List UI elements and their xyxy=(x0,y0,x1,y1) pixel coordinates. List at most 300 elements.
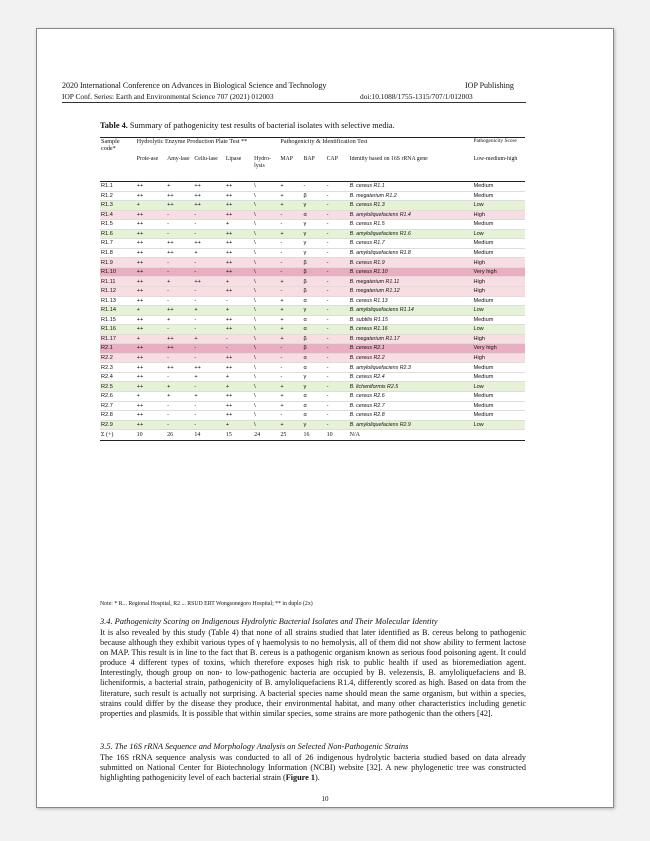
table-row xyxy=(100,401,525,411)
cell-code: R2.5 xyxy=(101,383,113,390)
cell-map: + xyxy=(280,393,284,400)
cell-map: + xyxy=(280,383,284,390)
column-header: MAP xyxy=(280,156,293,162)
cell-map: + xyxy=(280,297,284,304)
cell-cellulase: + xyxy=(194,374,198,381)
cell-cap: - xyxy=(326,421,329,428)
cell-cellulase: ++ xyxy=(194,202,201,209)
column-header: Identity based on 16S rRNA gene xyxy=(349,156,428,162)
cell-hyd: \ xyxy=(254,297,256,304)
cell-lipase: ++ xyxy=(225,402,233,409)
cell-identity: B. subtilis R1.15 xyxy=(349,316,388,323)
cell-score: Medium xyxy=(473,374,494,381)
cell-bap: α xyxy=(303,393,307,400)
cell-lipase: + xyxy=(225,383,230,390)
cell-cap: - xyxy=(326,240,329,247)
cell-hyd: \ xyxy=(254,259,256,266)
table-row xyxy=(100,220,525,230)
cell-cap: - xyxy=(326,307,329,314)
cell-lipase: ++ xyxy=(225,183,233,190)
table-row xyxy=(100,182,525,192)
cell-bap: γ xyxy=(303,307,307,314)
cell-score: Medium xyxy=(473,297,494,304)
cell-cellulase: - xyxy=(194,383,197,390)
table-row xyxy=(100,248,525,258)
cell-cap: - xyxy=(326,202,329,209)
cell-score: Medium xyxy=(473,402,494,409)
cell-protease: ++ xyxy=(136,250,144,256)
cell-identity: B. cereus R2.6 xyxy=(349,393,385,400)
cell-map: + xyxy=(280,202,284,209)
cell-cellulase: - xyxy=(194,211,197,218)
cell-map: + xyxy=(280,421,284,428)
table-row xyxy=(100,210,525,220)
cell-protease: ++ xyxy=(136,402,144,409)
cell-protease: ++ xyxy=(136,240,144,247)
page-number: 10 xyxy=(321,795,329,803)
cell-amylase: - xyxy=(167,412,169,419)
cell-cap: - xyxy=(326,393,329,400)
cell-cellulase: + xyxy=(194,250,198,256)
cell-map: - xyxy=(280,250,283,256)
cell-hyd: \ xyxy=(254,202,256,209)
pathogenicity-table xyxy=(100,137,525,441)
cell-code: R2.4 xyxy=(101,374,113,381)
cell-amylase: - xyxy=(167,269,169,276)
table-row xyxy=(100,267,525,277)
cell-identity: B. cereus R2.1 xyxy=(349,345,385,352)
header-publisher: IOP Publishing xyxy=(465,81,514,90)
cell-score: High xyxy=(473,211,485,218)
cell-protease: ++ xyxy=(136,288,144,295)
cell-code: R1.1 xyxy=(101,183,113,190)
cell-cellulase: - xyxy=(194,259,197,266)
table-row xyxy=(100,258,525,268)
cell-bap: α xyxy=(303,402,307,409)
section-3-4-heading: 3.4. Pathogenicity Scoring on Indigenous Hydrolytic Bacterial Isolates and Their Molecular Identity xyxy=(100,617,438,626)
cell-code: R2.3 xyxy=(101,364,113,371)
table-row xyxy=(100,353,525,363)
cell-protease: + xyxy=(136,202,140,209)
total-score xyxy=(472,430,525,441)
total-cap: 10 xyxy=(326,432,333,439)
cell-cellulase: - xyxy=(194,230,197,237)
cell-map: - xyxy=(280,259,283,266)
cell-cellulase: ++ xyxy=(194,278,201,285)
cell-score: Low xyxy=(473,326,484,333)
cell-cap: - xyxy=(326,183,329,190)
cell-amylase: ++ xyxy=(167,202,174,209)
cell-amylase: - xyxy=(167,211,169,218)
cell-cap: - xyxy=(326,374,329,381)
cell-code: R2.9 xyxy=(101,421,113,428)
cell-code: R2.7 xyxy=(101,402,113,409)
cell-bap: γ xyxy=(303,374,307,381)
cell-bap: β xyxy=(303,335,307,342)
cell-cap: - xyxy=(326,230,329,237)
cell-cellulase: - xyxy=(194,316,197,323)
cell-hyd: \ xyxy=(254,230,256,237)
cell-hyd: \ xyxy=(254,316,256,323)
cell-map: - xyxy=(280,364,283,371)
cell-hyd: \ xyxy=(254,307,256,314)
cell-amylase: ++ xyxy=(167,345,174,352)
cell-identity: B. licheniformis R2.5 xyxy=(349,383,399,390)
cell-lipase: ++ xyxy=(225,192,233,199)
table-row xyxy=(100,325,525,335)
cell-amylase: - xyxy=(167,402,169,409)
cell-code: R1.15 xyxy=(101,316,116,323)
cell-code: R1.11 xyxy=(101,278,116,285)
cell-lipase: ++ xyxy=(225,355,233,362)
cell-amylase: - xyxy=(167,221,169,228)
cell-bap: α xyxy=(303,297,307,304)
total-protease: 10 xyxy=(136,432,143,439)
total-lipase: 15 xyxy=(225,432,232,439)
cell-code: R1.12 xyxy=(101,288,116,295)
cell-hyd: \ xyxy=(254,364,256,371)
cell-amylase: + xyxy=(167,383,171,390)
cell-map: + xyxy=(280,307,284,314)
total-bap: 16 xyxy=(303,432,310,439)
cell-lipase: ++ xyxy=(225,230,233,237)
cell-identity: B. cereus R2.7 xyxy=(349,402,385,409)
cell-code: R1.7 xyxy=(101,240,113,247)
cell-amylase: + xyxy=(167,393,171,400)
cell-code: R1.4 xyxy=(101,211,113,218)
cell-identity: B. amyloliquefaciens R1.4 xyxy=(349,211,411,218)
cell-protease: ++ xyxy=(136,412,144,419)
table-row xyxy=(100,315,525,325)
cell-map: - xyxy=(280,240,283,247)
cell-map: + xyxy=(280,316,284,323)
cell-map: - xyxy=(280,345,283,352)
section-3-5-body: The 16S rRNA sequence analysis was conducted to all of 26 indigenous hydrolytic bacteria studied based on data already submitted on National Center for Biotechnology Information (NCBI) website [32]. A new phylogenetic tree was constructed highlighting pathogenicity level of each bacterial strain (Figure 1). xyxy=(100,753,526,783)
cell-cap: - xyxy=(326,259,329,266)
cell-score: Medium xyxy=(473,192,494,199)
cell-code: R1.9 xyxy=(101,259,113,266)
cell-amylase: - xyxy=(167,297,169,304)
cell-map: - xyxy=(280,412,283,419)
cell-code: R1.3 xyxy=(101,202,113,209)
cell-cellulase: - xyxy=(194,269,197,276)
cell-score: Medium xyxy=(473,183,494,190)
cell-protease: ++ xyxy=(136,297,144,304)
cell-hyd: \ xyxy=(254,250,256,256)
cell-hyd: \ xyxy=(254,326,256,333)
cell-code: R1.10 xyxy=(101,269,116,276)
cell-map: + xyxy=(280,278,284,285)
cell-hyd: \ xyxy=(254,221,256,228)
cell-identity: B. amyloliquefaciens R1.14 xyxy=(349,307,414,314)
header-enzyme-group: Hydrolytic Enzyme Production Plate Test ** xyxy=(136,138,248,145)
header-conference: 2020 International Conference on Advances in Biological Science and Technology xyxy=(62,81,327,90)
cell-lipase: ++ xyxy=(225,288,233,295)
cell-protease: ++ xyxy=(136,269,144,276)
cell-amylase: - xyxy=(167,421,169,428)
cell-code: R1.14 xyxy=(101,307,116,314)
cell-identity: B. amyloliquefaciens R1.8 xyxy=(349,250,411,256)
section-3-5-heading: 3.5. The 16S rRNA Sequence and Morphology Analysis on Selected Non-Pathogenic Strains xyxy=(100,742,409,751)
table-row xyxy=(100,287,525,297)
cell-map: + xyxy=(280,402,284,409)
table-row xyxy=(100,420,525,430)
cell-protease: ++ xyxy=(136,211,144,218)
cell-score: High xyxy=(473,288,485,295)
cell-score: Medium xyxy=(473,240,494,247)
cell-hyd: \ xyxy=(254,374,256,381)
cell-cellulase: - xyxy=(194,412,197,419)
cell-amylase: - xyxy=(167,355,169,362)
cell-protease: + xyxy=(136,393,140,400)
table-row xyxy=(100,392,525,402)
cell-amylase: + xyxy=(167,316,171,323)
cell-bap: γ xyxy=(303,240,307,247)
cell-protease: ++ xyxy=(136,192,144,199)
cell-hyd: \ xyxy=(254,288,256,295)
cell-protease: ++ xyxy=(136,326,144,333)
cell-bap: α xyxy=(303,326,307,333)
cell-hyd: \ xyxy=(254,393,256,400)
cell-cellulase: ++ xyxy=(194,364,201,371)
cell-protease: ++ xyxy=(136,345,144,352)
cell-identity: B. amyloliquefaciens R1.6 xyxy=(349,230,411,237)
cell-amylase: ++ xyxy=(167,240,174,247)
cell-lipase: + xyxy=(225,374,230,381)
cell-hyd: \ xyxy=(254,269,256,276)
cell-code: R1.5 xyxy=(101,221,113,228)
cell-hyd: \ xyxy=(254,278,256,285)
cell-map: - xyxy=(280,374,283,381)
cell-cap: - xyxy=(326,402,329,409)
column-header: BAP xyxy=(303,156,315,162)
cell-bap: β xyxy=(303,192,307,199)
table-row xyxy=(100,306,525,316)
cell-hyd: \ xyxy=(254,383,256,390)
cell-score: Low xyxy=(473,421,484,428)
header-series: IOP Conf. Series: Earth and Environmental Science 707 (2021) 012003 xyxy=(62,92,274,101)
cell-score: Medium xyxy=(473,250,494,256)
cell-protease: ++ xyxy=(136,316,144,323)
cell-amylase: - xyxy=(167,259,169,266)
cell-code: R1.16 xyxy=(101,326,116,333)
cell-identity: B. amyloliquefaciens R2.9 xyxy=(349,421,411,428)
cell-cap: - xyxy=(326,250,329,256)
total-hyd: 24 xyxy=(254,432,261,439)
header-pathogen-group: Pathogenicity & Identification Test xyxy=(280,138,368,145)
cell-lipase: - xyxy=(225,335,228,342)
section-3-4-body: It is also revealed by this study (Table 4) that none of all strains studied that later identified as B. cereus belong to pathogenic because although they exhibit various types of γ haemolysis to no hemolysis, all of them did not show ability to ferment lactose on MAP. This result is in line to the fact that B. cereus is a pathogenic organism known as serious food poisoning agent. It could produce 4 different types of toxins, which therefore exposes high risk to public health if used as bioremediation agent. Interestingly, though group on non- to low-pathogenic bacteria are occupied by B. velezensis, B. amyloliquefaciens and B. licheniformis, a bacterial strain, pathogenicity of B. amyloliquefaciens R1.4, differently scored as high. Based on data from the literature, such result is actually not surprising. A bacterial species name should mean the same organism, but within a species, strains could differ by the disease they produce, their environmental habitat, and many other characteristics including genetic properties and plasmids. It is possible that within similar species, some strains are more pathogenic than the others [42]. xyxy=(100,628,526,718)
column-header: Prote-ase xyxy=(136,156,159,162)
cell-score: Very high xyxy=(473,345,497,352)
cell-hyd: \ xyxy=(254,240,256,247)
cell-protease: ++ xyxy=(136,374,144,381)
cell-bap: α xyxy=(303,412,307,419)
cell-score: Medium xyxy=(473,364,494,371)
cell-cellulase: + xyxy=(194,307,198,314)
cell-cellulase: ++ xyxy=(194,192,201,199)
cell-code: R1.8 xyxy=(101,250,113,256)
total-cellulase: 14 xyxy=(194,432,201,439)
cell-hyd: \ xyxy=(254,402,256,409)
cell-score: Low xyxy=(473,307,484,314)
cell-cap: - xyxy=(326,211,329,218)
column-header: Low-medium-high xyxy=(473,156,518,162)
cell-cap: - xyxy=(326,269,329,276)
cell-score: Medium xyxy=(473,221,494,228)
total-amylase: 26 xyxy=(167,432,174,439)
table-row xyxy=(100,372,525,382)
cell-amylase: + xyxy=(167,278,171,285)
cell-amylase: + xyxy=(167,183,171,190)
cell-identity: B. megaterium R1.2 xyxy=(349,192,397,199)
cell-lipase: ++ xyxy=(225,316,233,323)
cell-bap: γ xyxy=(303,250,307,256)
cell-code: R2.2 xyxy=(101,355,113,362)
cell-identity: B. megaterium R1.17 xyxy=(349,335,400,342)
cell-protease: ++ xyxy=(136,383,144,390)
cell-score: Medium xyxy=(473,393,494,400)
cell-score: Low xyxy=(473,383,484,390)
cell-lipase: ++ xyxy=(225,269,233,276)
cell-protease: ++ xyxy=(136,421,144,428)
cell-bap: γ xyxy=(303,221,307,228)
cell-score: Medium xyxy=(473,316,494,323)
column-header: Amy-lase xyxy=(167,156,190,162)
table-total-row xyxy=(100,430,525,441)
cell-cellulase: - xyxy=(194,326,197,333)
cell-identity: B. cereus R1.9 xyxy=(349,259,385,266)
cell-score: Medium xyxy=(473,412,494,419)
column-header: CAP xyxy=(326,156,338,162)
cell-cap: - xyxy=(326,192,329,199)
cell-protease: ++ xyxy=(136,230,144,237)
cell-bap: α xyxy=(303,316,307,323)
cell-cellulase: + xyxy=(194,335,198,342)
cell-score: Low xyxy=(473,202,484,209)
cell-map: - xyxy=(280,269,283,276)
table-row xyxy=(100,191,525,201)
column-header: Lipase xyxy=(225,156,242,162)
cell-identity: B. megaterium R1.11 xyxy=(349,278,400,285)
table-notes: Note: * R... Regional Hospital, R2 ... RSUD ERT Wongsonegoro Hospital; ** in duplo (2x) xyxy=(100,601,313,607)
cell-cap: - xyxy=(326,288,329,295)
cell-cellulase: - xyxy=(194,221,197,228)
cell-identity: B. cereus R1.16 xyxy=(349,326,388,333)
cell-lipase: ++ xyxy=(225,240,233,247)
cell-bap: γ xyxy=(303,230,307,237)
cell-cap: - xyxy=(326,335,329,342)
cell-hyd: \ xyxy=(254,355,256,362)
cell-lipase: ++ xyxy=(225,393,233,400)
cell-cap: - xyxy=(326,278,329,285)
cell-cellulase: ++ xyxy=(194,240,201,247)
cell-bap: β xyxy=(303,259,307,266)
cell-protease: + xyxy=(136,307,140,314)
cell-cap: - xyxy=(326,345,329,352)
cell-cellulase: - xyxy=(194,355,197,362)
cell-amylase: ++ xyxy=(167,307,174,314)
cell-identity: B. amyloliquefaciens R2.3 xyxy=(349,364,411,371)
cell-bap: α xyxy=(303,211,307,218)
cell-protease: + xyxy=(136,335,140,342)
cell-map: + xyxy=(280,335,284,342)
cell-bap: β xyxy=(303,345,307,352)
table-row xyxy=(100,411,525,421)
cell-score: High xyxy=(473,335,485,342)
cell-identity: B. cereus R1.7 xyxy=(349,240,385,247)
table-row xyxy=(100,229,525,239)
header-rule xyxy=(62,102,526,103)
cell-cap: - xyxy=(326,412,329,419)
cell-lipase: - xyxy=(225,297,228,304)
cell-cellulase: - xyxy=(194,421,197,428)
table-row xyxy=(100,296,525,306)
cell-identity: B. cereus R1.1 xyxy=(349,183,385,190)
total-map: 25 xyxy=(280,432,287,439)
cell-score: High xyxy=(473,355,485,362)
cell-score: High xyxy=(473,278,485,285)
cell-bap: β xyxy=(303,278,307,285)
cell-cellulase: - xyxy=(194,297,197,304)
cell-protease: ++ xyxy=(136,278,144,285)
header-score-group: Pathogenicity Score xyxy=(473,138,517,144)
cell-cellulase: - xyxy=(194,288,197,295)
cell-cellulase: - xyxy=(194,345,197,352)
cell-hyd: \ xyxy=(254,412,256,419)
cell-protease: ++ xyxy=(136,221,144,228)
cell-lipase: ++ xyxy=(225,250,233,256)
cell-code: R1.6 xyxy=(101,230,113,237)
cell-protease: ++ xyxy=(136,183,144,190)
cell-amylase: - xyxy=(167,326,169,333)
table-row xyxy=(100,363,525,373)
cell-cap: - xyxy=(326,326,329,333)
cell-protease: ++ xyxy=(136,355,144,362)
cell-cap: - xyxy=(326,383,329,390)
cell-lipase: + xyxy=(225,421,230,428)
cell-cap: - xyxy=(326,316,329,323)
cell-map: + xyxy=(280,230,284,237)
cell-cellulase: + xyxy=(194,393,198,400)
table-row xyxy=(100,334,525,344)
column-header: Cellu-lase xyxy=(194,156,218,162)
total-code: Σ (+) xyxy=(101,432,114,439)
cell-lipase: ++ xyxy=(225,259,233,266)
cell-identity: B. cereus R2.2 xyxy=(349,355,385,362)
cell-cap: - xyxy=(326,221,329,228)
cell-lipase: + xyxy=(225,307,230,314)
cell-map: + xyxy=(280,192,284,199)
cell-amylase: ++ xyxy=(167,335,174,342)
table-row xyxy=(100,344,525,354)
table-caption: Table 4. Summary of pathogenicity test results of bacterial isolates with selective media. xyxy=(100,121,395,130)
cell-cap: - xyxy=(326,364,329,371)
cell-code: R1.17 xyxy=(101,335,116,342)
cell-map: - xyxy=(280,211,283,218)
cell-hyd: \ xyxy=(254,335,256,342)
column-header: Hydro-lysis xyxy=(254,156,271,169)
cell-cellulase: ++ xyxy=(194,183,201,190)
cell-amylase: ++ xyxy=(167,364,174,371)
cell-amylase: ++ xyxy=(167,250,174,256)
table-row xyxy=(100,382,525,392)
cell-map: - xyxy=(280,221,283,228)
cell-score: Very high xyxy=(473,269,497,276)
cell-bap: - xyxy=(303,183,306,190)
cell-lipase: ++ xyxy=(225,211,233,218)
cell-lipase: ++ xyxy=(225,412,233,419)
